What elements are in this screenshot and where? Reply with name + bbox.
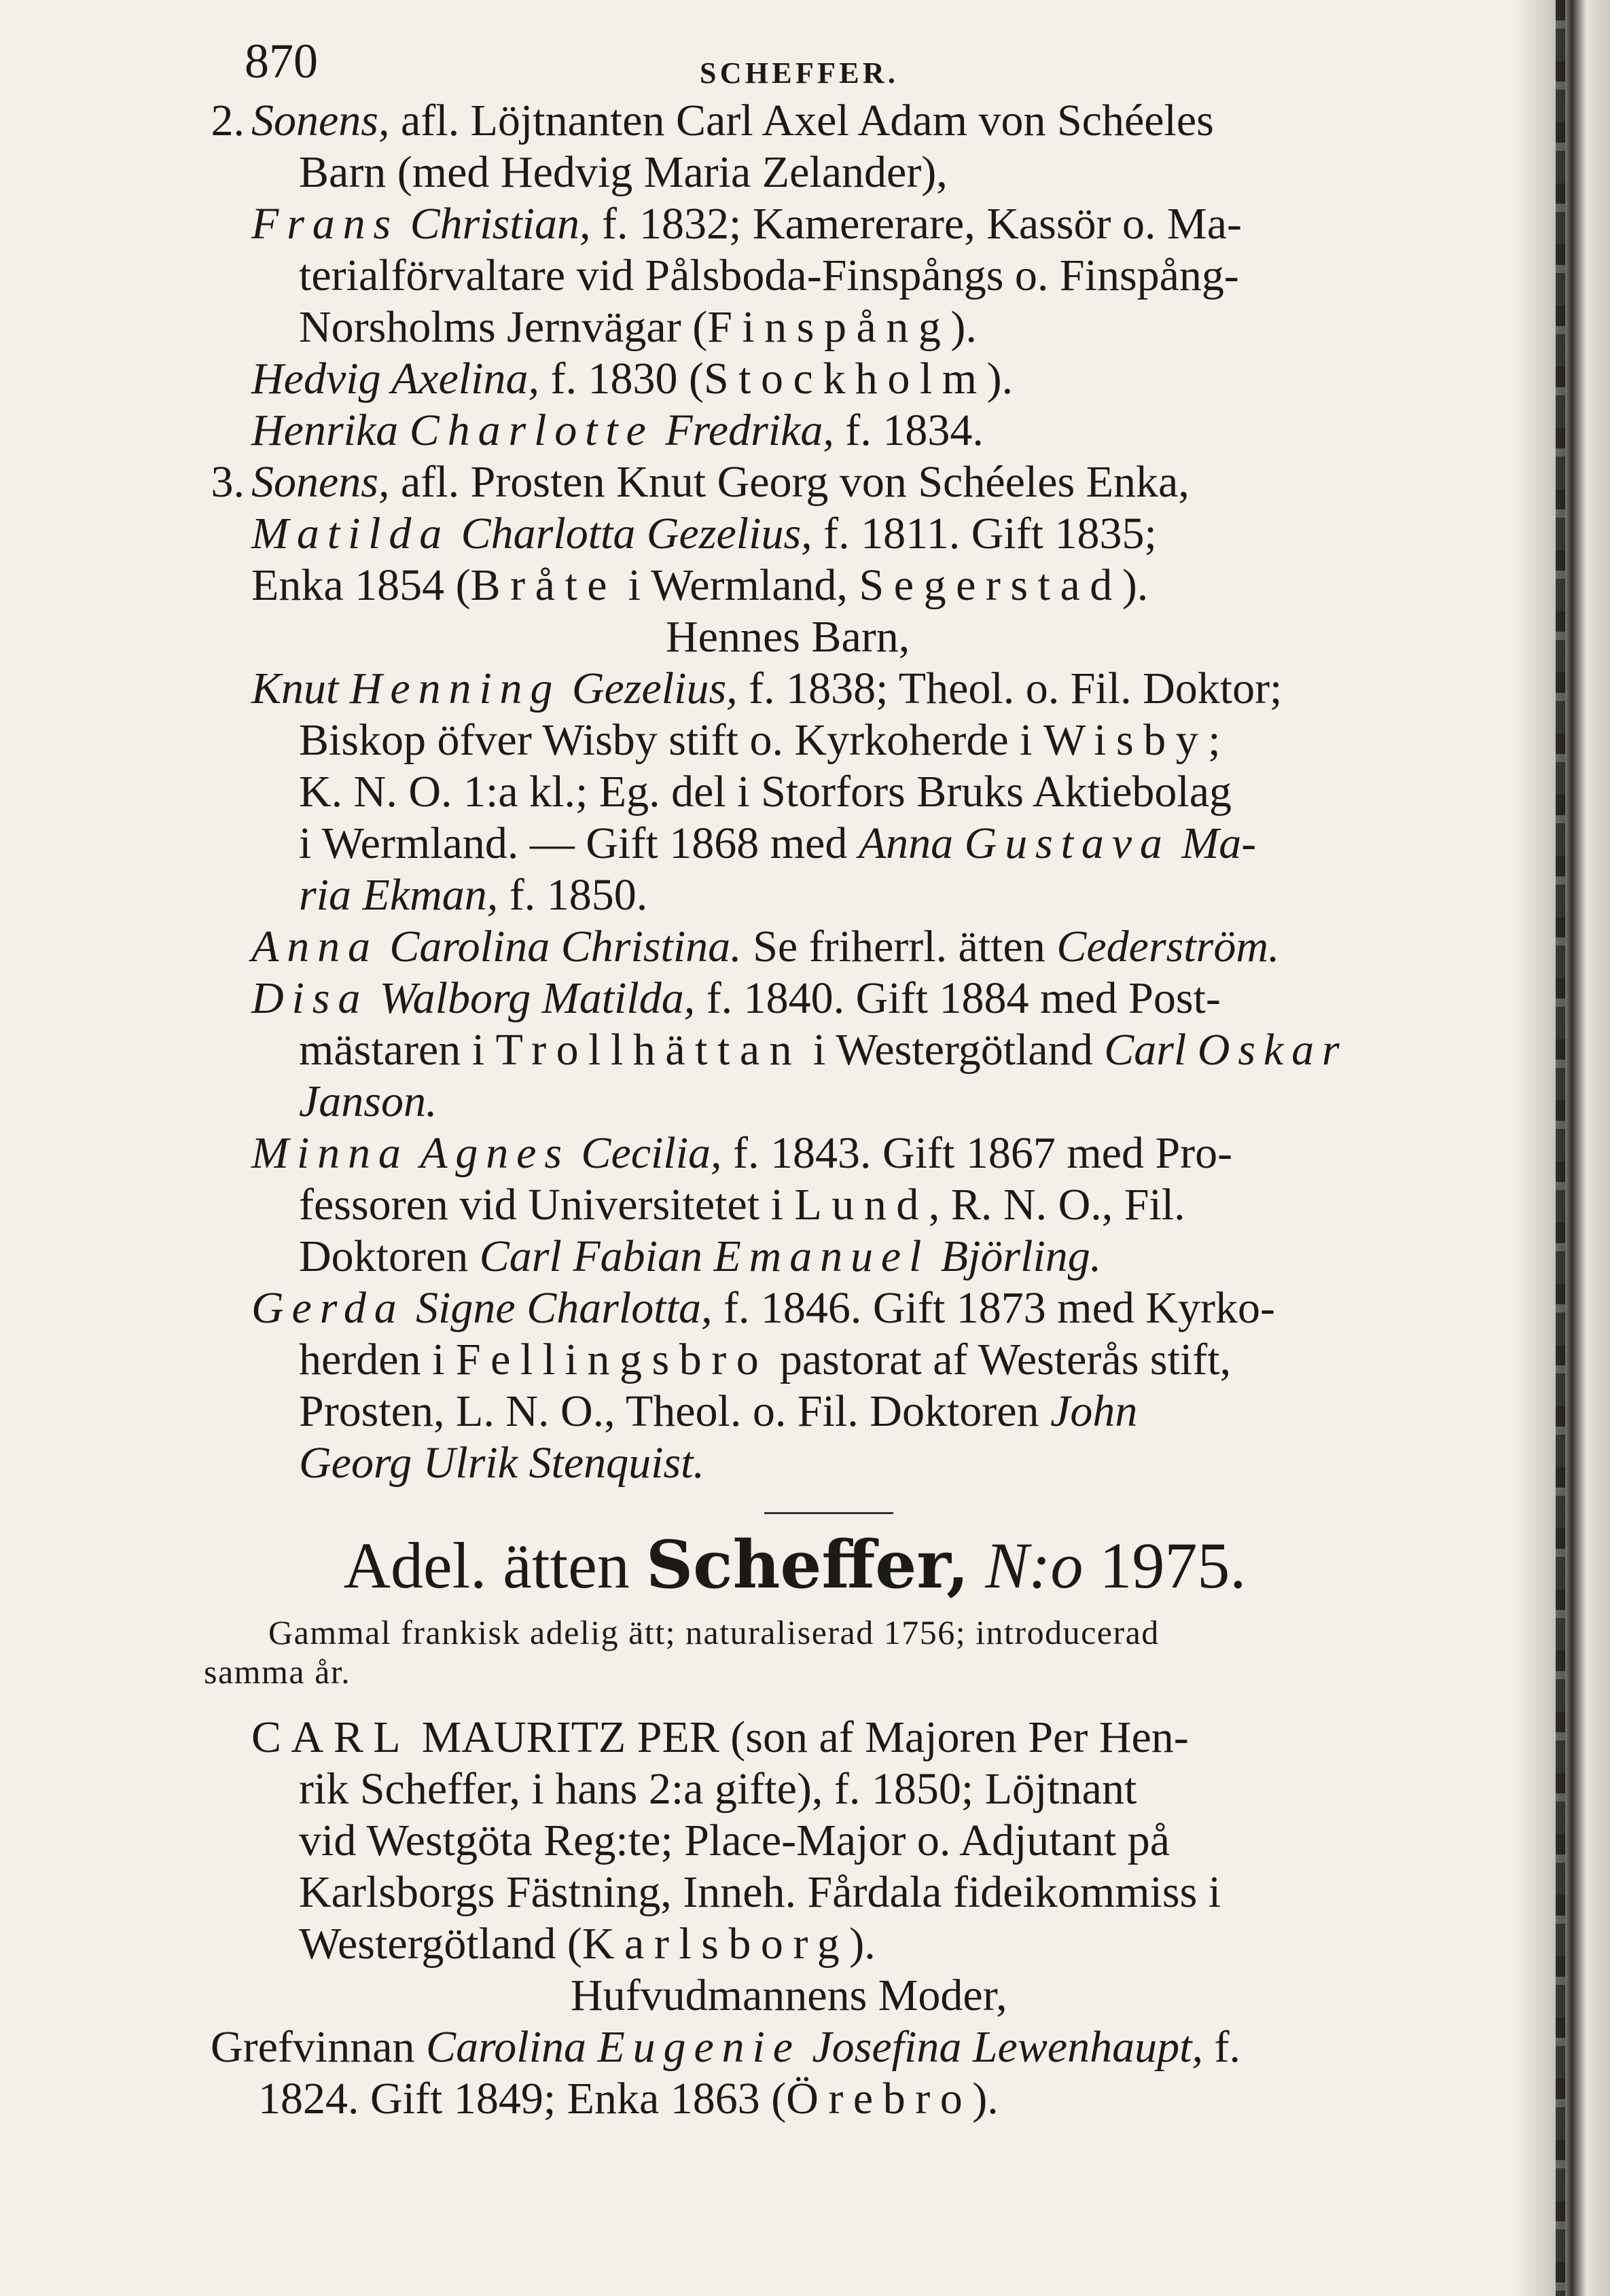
child-knut: Knut Henning Gezelius, f. 1838; Theol. o. Fil. Doktor; (251, 664, 1283, 713)
entry-3-line-1: 3. Sonens, afl. Prosten Knut Georg von Schéeles Enka, (190, 456, 1427, 508)
entry-3-line-2: Matilda Charlotta Gezelius, f. 1811. Gift 1835; (251, 509, 1157, 558)
child-gerda-cont-3: Georg Ulrik Stenquist. (299, 1438, 704, 1488)
mother-entry: Grefvinnan Carolina Eugenie Josefina Lewenhaupt, f. (211, 2022, 1240, 2072)
head-carl-cont-4: Westergötland (Karlsborg). (299, 1919, 876, 1969)
child-minna-cont-2: Doktoren Carl Fabian Emanuel Björling. (299, 1232, 1102, 1281)
section-divider (764, 1512, 893, 1514)
page-header (190, 27, 1427, 95)
child-disa-cont-2: Janson. (299, 1077, 437, 1126)
book-spine-shadow (1515, 0, 1610, 2296)
child-anna: Anna Carolina Christina. Se friherrl. ätten Cederström. (251, 922, 1280, 971)
entry-number: 3. (211, 457, 245, 507)
child-minna: Minna Agnes Cecilia, f. 1843. Gift 1867 med Pro- (251, 1128, 1233, 1178)
head-carl: CARL MAURITZ PER (son af Majoren Per Hen- (251, 1712, 1189, 1762)
family-intro-1: Gammal frankisk adelig ätt; naturaliserad 1756; introducerad (268, 1613, 1160, 1651)
child-hedvig: Hedvig Axelina, f. 1830 (Stockholm). (251, 354, 1014, 403)
child-gerda: Gerda Signe Charlotta, f. 1846. Gift 1873 med Kyrko- (251, 1283, 1275, 1333)
head-carl-cont-2: vid Westgöta Reg:te; Place-Major o. Adjutant på (299, 1816, 1170, 1865)
head-carl-cont-3: Karlsborgs Fästning, Inneh. Fårdala fideikommiss i (299, 1867, 1221, 1917)
child-gerda-cont-1: herden i Fellingsbro pastorat af Westerås stift, (299, 1335, 1232, 1384)
entry-2-line-2: Barn (med Hedvig Maria Zelander), (299, 147, 948, 197)
child-knut-cont-3: i Wermland. — Gift 1868 med Anna Gustava Ma- (299, 819, 1257, 868)
head-carl-cont-1: rik Scheffer, i hans 2:a gifte), f. 1850; Löjtnant (299, 1764, 1137, 1814)
child-gerda-cont-2: Prosten, L. N. O., Theol. o. Fil. Doktoren John (299, 1386, 1138, 1436)
child-frans: Frans Christian, f. 1832; Kamererare, Kassör o. Ma- (251, 199, 1242, 249)
child-knut-cont-2: K. N. O. 1:a kl.; Eg. del i Storfors Bruks Aktiebolag (299, 767, 1232, 817)
running-head: SCHEFFER. (700, 56, 899, 90)
family-intro-2: samma år. (204, 1653, 351, 1691)
hennes-barn-heading: Hennes Barn, (666, 612, 910, 662)
entry-3-line-3: Enka 1854 (Bråte i Wermland, Segerstad). (251, 560, 1149, 610)
page-number: 870 (245, 34, 318, 88)
mother-entry-cont: 1824. Gift 1849; Enka 1863 (Örebro). (258, 2074, 999, 2123)
child-knut-cont-4: ria Ekman, f. 1850. (299, 870, 648, 920)
child-minna-cont-1: fessoren vid Universitetet i Lund, R. N. O., Fil. (299, 1180, 1185, 1230)
child-henrika: Henrika Charlotte Fredrika, f. 1834. (251, 406, 984, 455)
entry-number: 2. (211, 96, 245, 145)
child-disa: Disa Walborg Matilda, f. 1840. Gift 1884 med Post- (251, 973, 1221, 1023)
entry-2-line-1: 2. Sonens, afl. Löjtnanten Carl Axel Adam von Schéeles (190, 95, 1427, 147)
mother-heading: Hufvudmannens Moder, (571, 1971, 1007, 2020)
child-knut-cont-1: Biskop öfver Wisby stift o. Kyrkoherde i Wisby; (299, 715, 1221, 765)
section-title: Adel. ätten Scheffer, N:o 1975. (343, 1526, 1247, 1603)
page-body (190, 27, 1427, 2125)
child-frans-cont-2: Norsholms Jernvägar (Finspång). (299, 302, 977, 352)
child-disa-cont-1: mästaren i Trollhättan i Westergötland Carl Oskar (299, 1025, 1348, 1075)
child-frans-cont-1: terialförvaltare vid Pålsboda-Finspångs o. Finspång- (299, 251, 1239, 300)
